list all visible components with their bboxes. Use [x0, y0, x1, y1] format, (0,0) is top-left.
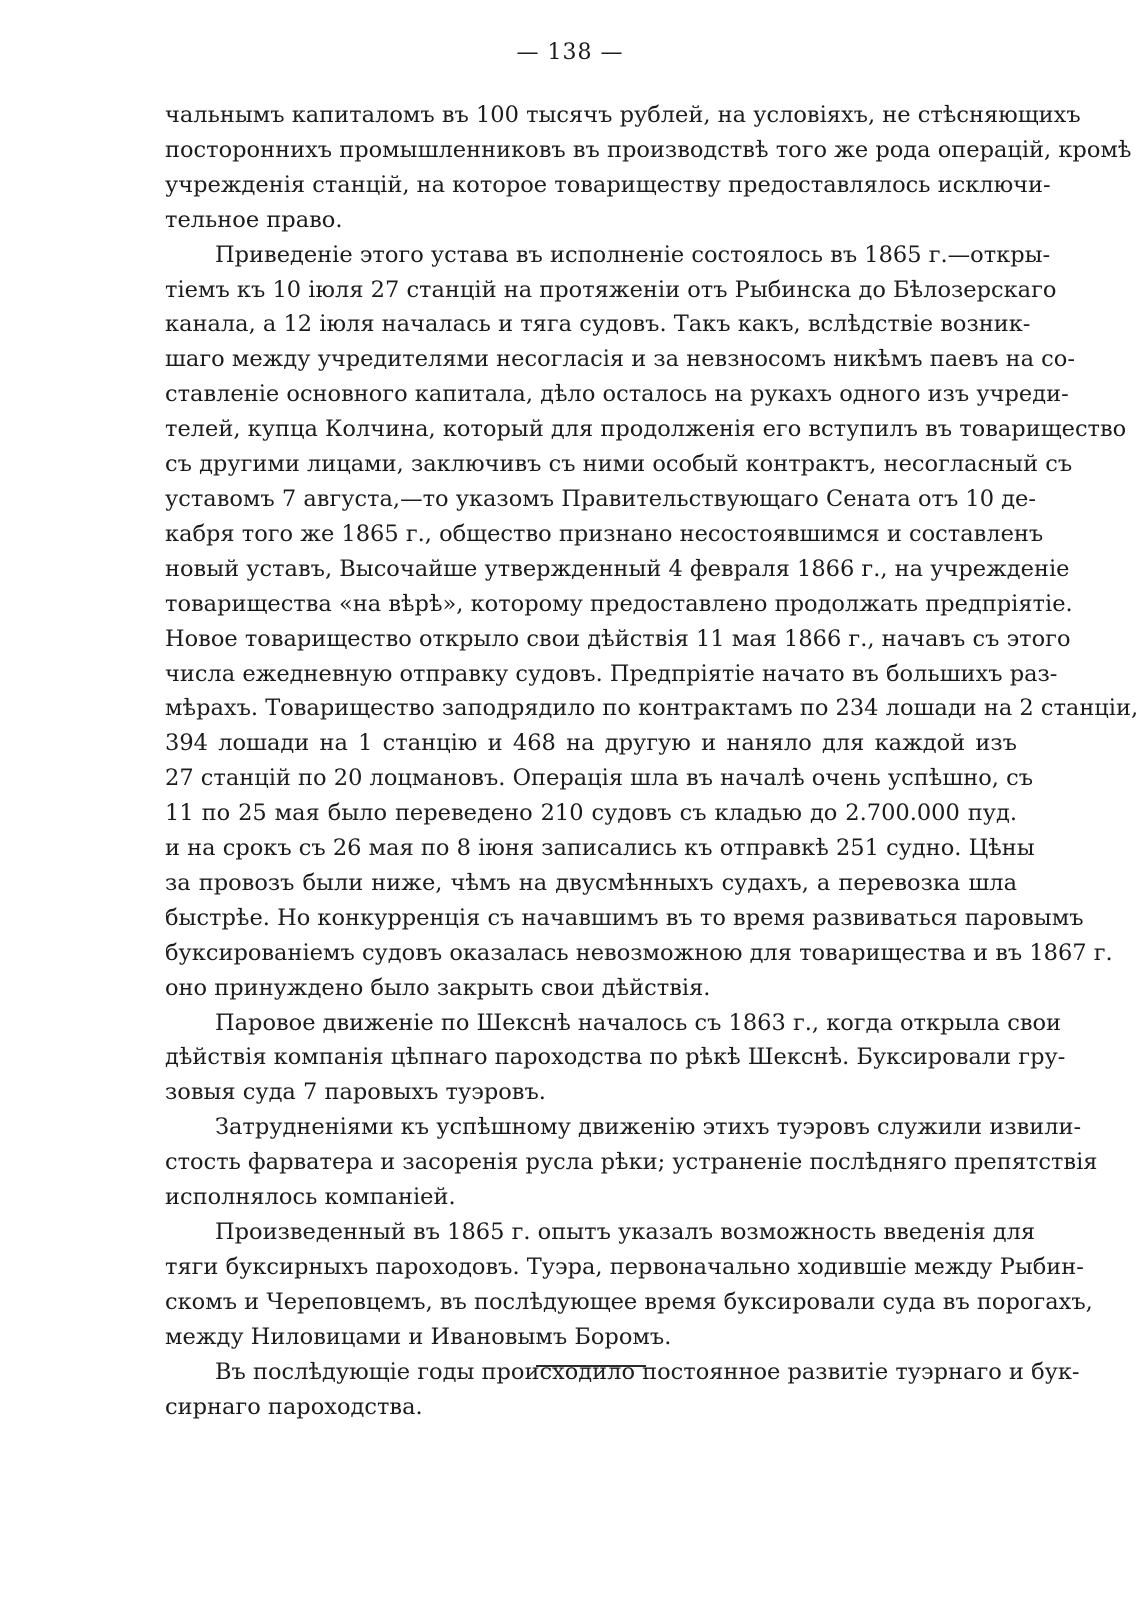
text-line: тельное право. [165, 206, 343, 233]
text-line: сирнаго пароходства. [165, 1393, 423, 1420]
paragraph-2 [165, 238, 1139, 1006]
text-line: исполнялось компаніей. [165, 1184, 456, 1211]
text-line: 11 по 25 мая было переведено 210 судовъ съ кладью до 2.700.000 пуд. [165, 800, 1017, 827]
text-line: стость фарватера и засоренія русла рѣки; устраненіе послѣдняго препятствія [165, 1149, 1098, 1176]
text-line: постороннихъ промышленниковъ въ производствѣ того же рода операцій, кромѣ [165, 136, 1132, 163]
text-line: 27 станцій по 20 лоцмановъ. Операція шла въ началѣ очень успѣшно, съ [165, 765, 1034, 792]
text-line: уставомъ 7 августа,—то указомъ Правительствующаго Сената отъ 10 де- [165, 485, 1036, 512]
paragraph-3 [165, 1006, 1066, 1111]
text-line: быстрѣе. Но конкурренція съ начавшимъ въ то время развиваться паровымъ [165, 904, 1084, 931]
paragraph-4 [165, 1110, 1098, 1215]
text-line: Въ послѣдующіе годы происходило постоянное развитіе туэрнаго и бук- [215, 1358, 1080, 1385]
text-line: Затрудненіями къ успѣшному движенію этихъ туэровъ служили извили- [215, 1114, 1082, 1141]
page-number: — 138 — [516, 40, 624, 65]
text-line: и на срокъ съ 26 мая по 8 іюня записались къ отправкѣ 251 судно. Цѣны [165, 835, 1035, 862]
paragraph-5 [165, 1215, 1093, 1355]
text-line: тіемъ къ 10 іюля 27 станцій на протяженіи отъ Рыбинска до Бѣлозерскаго [165, 276, 1057, 303]
text-line: съ другими лицами, заключивъ съ ними особый контрактъ, несогласный съ [165, 451, 1073, 478]
paragraph-1 [165, 98, 1132, 238]
end-rule-divider [536, 1365, 646, 1367]
text-line: буксированіемъ судовъ оказалась невозможною для товарищества и въ 1867 г. [165, 939, 1113, 966]
text-line: зовыя суда 7 паровыхъ туэровъ. [165, 1079, 546, 1106]
text-line: товарищества «на вѣрѣ», которому предоставлено продолжать предпріятіе. [165, 590, 1073, 617]
text-line: мѣрахъ. Товарищество заподрядило по контрактамъ по 234 лошади на 2 станціи, [165, 695, 1139, 722]
text-line: шаго между учредителями несогласія и за невзносомъ никѣмъ паевъ на со- [165, 346, 1075, 373]
text-line: Произведенный въ 1865 г. опытъ указалъ возможность введенія для [215, 1219, 1036, 1245]
text-line: ставленіе основного капитала, дѣло осталось на рукахъ одного изъ учреди- [165, 381, 1069, 408]
text-line: оно принуждено было закрыть свои дѣйствія. [165, 974, 711, 1001]
text-line: за провозъ были ниже, чѣмъ на двусмѣнныхъ судахъ, а перевозка шла [165, 869, 1017, 896]
text-line: дѣйствія компанія цѣпнаго пароходства по рѣкѣ Шекснѣ. Буксировали гру- [165, 1044, 1066, 1071]
text-line: кабря того же 1865 г., общество признано несостоявшимся и составленъ [165, 520, 1044, 547]
text-line: между Ниловицами и Ивановымъ Боромъ. [165, 1323, 672, 1350]
text-line: скомъ и Череповцемъ, въ послѣдующее время буксировали суда въ порогахъ, [165, 1288, 1093, 1315]
text-line: Паровое движеніе по Шекснѣ началось съ 1863 г., когда открыла свои [215, 1009, 1062, 1036]
text-line: канала, а 12 іюля началась и тяга судовъ. Такъ какъ, вслѣдствіе возник- [165, 311, 1031, 338]
text-line: Новое товарищество открыло свои дѣйствія 11 мая 1866 г., начавъ съ этого [165, 625, 1071, 652]
text-line: тяги буксирныхъ пароходовъ. Туэра, первоначально ходившіе между Рыбин- [165, 1253, 1084, 1280]
text-line: 394 лошади на 1 станцію и 468 на другую и наняло для каждой изъ [165, 730, 1017, 757]
text-line: числа ежедневную отправку судовъ. Предпріятіе начато въ большихъ раз- [165, 660, 1058, 687]
text-line: Приведеніе этого устава въ исполненіе состоялось въ 1865 г.—откры- [215, 241, 1051, 268]
text-line: телей, купца Колчина, который для продолженія его вступилъ въ товарищество [165, 416, 1127, 443]
text-line: учрежденія станцій, на которое товариществу предоставлялось исключи- [165, 171, 1051, 198]
text-line: чальнымъ капиталомъ въ 100 тысячъ рублей, на условіяхъ, не стѣсняющихъ [165, 102, 1081, 128]
text-line: новый уставъ, Высочайше утвержденный 4 февраля 1866 г., на учрежденіе [165, 555, 1070, 582]
body-text [165, 98, 1139, 1424]
